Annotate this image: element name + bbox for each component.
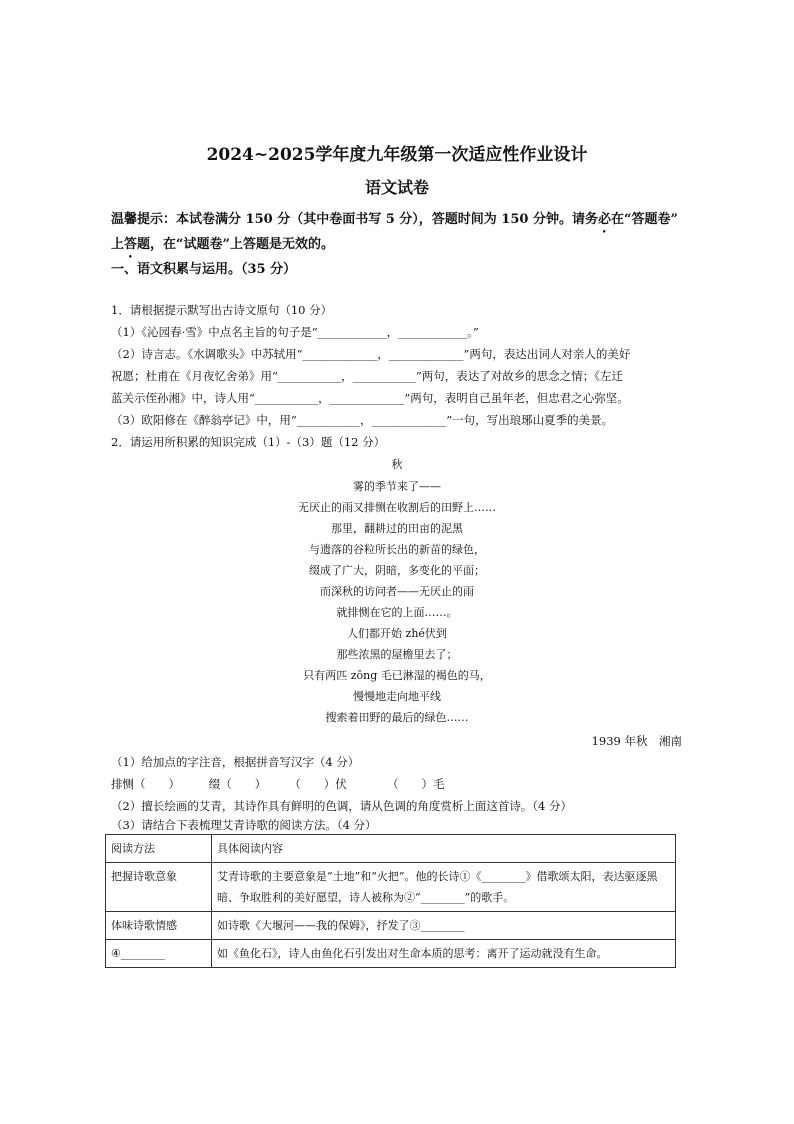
exam-subtitle: 语文试卷: [364, 178, 429, 197]
table-header-cell: 阅读方法: [106, 835, 212, 863]
sub-question-3: （3）请结合下表梳理艾青诗歌的阅读方法。（4 分）: [111, 818, 377, 832]
sub-question-1: （1）给加点的字注音，根据拼音写汉字（4 分）: [111, 755, 360, 769]
table-cell: 把握诗歌意象: [106, 863, 212, 912]
notice-text: 温馨提示：本试卷满分 150 分（其中卷面书写 5 分），答题时间为 150 分钟。请务: [111, 212, 598, 227]
poem-line: 那些浓黑的屋檐里去了；: [336, 648, 458, 661]
question-1-line: （1）《沁园春·雪》中点名主旨的句子是“____________，____________。”: [111, 325, 479, 339]
table-cell: 体味诗歌情感: [106, 912, 212, 940]
table-row: [106, 863, 676, 912]
question-1-line: （2）诗言志。《水调歌头》中苏轼用“_____________，_____________”两句，表达出词人对亲人的美好: [111, 347, 631, 361]
table-row: [106, 835, 676, 863]
table-row: [106, 940, 676, 968]
poem-line: 就排恻在它的上面……。: [336, 606, 458, 619]
sub-question-2: （2）擅长绘画的艾青，其诗作具有鲜明的色调，请从色调的角度赏析上面这首诗。（4 分）: [111, 799, 573, 813]
question-1-line: 祝愿；杜甫在《月夜忆舍弟》用“___________，___________”两句，表达了对故乡的思念之情；《左迁: [111, 369, 624, 383]
notice-text: 题，在“试题卷”上答题是无效的。: [137, 237, 334, 252]
poem-line: 雾的季节来了——: [353, 480, 441, 493]
poem-title: 秋: [391, 458, 403, 471]
table-cell: 如诗歌《大堰河——我的保姆》，抒发了③________: [212, 912, 676, 940]
question-1-line: （3）欧阳修在《醉翁亭记》中，用“___________，_____________”一句，写出琅琊山夏季的美景。: [111, 413, 614, 427]
notice-text: 上: [111, 237, 125, 252]
table-header-cell: 具体阅读内容: [212, 835, 676, 863]
sub-question-1-answers: 排恻（ ） 缀（ ） （ ）伏 （ ）毛: [111, 777, 445, 791]
poem-line: 搜索着田野的最后的绿色……: [325, 711, 469, 724]
question-1-line: 蓝关示侄孙湘》中，诗人用“___________，_____________”两句，表明自己虽年老，但忠君之心弥坚。: [111, 391, 629, 405]
notice-text: 在“答题卷”: [611, 212, 678, 227]
notice-line-2: [111, 233, 334, 261]
notice-line-1: [111, 208, 678, 236]
poem-line: 无厌止的雨又排恻在收割后的田野上……: [298, 501, 496, 514]
poem-line: 只有两匹 zōng 毛已淋湿的褐色的马，: [303, 669, 491, 682]
poem-line: 缀成了广大，阴暗，多变化的平面；: [309, 564, 485, 577]
poem-line: 与遗落的谷粒所长出的新苗的绿色，: [309, 543, 485, 556]
table-cell: ④________: [106, 940, 212, 968]
notice-dotted-char: 答: [124, 237, 138, 252]
poem-line: 而深秋的访问者——无厌止的雨: [320, 585, 474, 598]
notice-dotted-char: 必: [597, 212, 611, 227]
question-2-title: 2．请运用所积累的知识完成（1）-（3）题（12 分）: [111, 435, 386, 449]
poem-line: 人们都开始 zhé伏到: [347, 627, 447, 640]
question-1-title: 1．请根据提示默写出古诗文原句（10 分）: [111, 303, 333, 317]
table-row: [106, 912, 676, 940]
poem-line: 慢慢地走向地平线: [353, 690, 441, 703]
poem-dateline: 1939 年秋 湘南: [591, 734, 682, 748]
table-cell: 艾青诗歌的主要意象是“土地”和“火把”。他的长诗①《________》借歌颂太阳，表达驱逐黑暗、争取胜利的美好愿望，诗人被称为②“________”的歌手。: [212, 863, 676, 912]
table-cell: 如《鱼化石》，诗人由鱼化石引发出对生命本质的思考：离开了运动就没有生命。: [212, 940, 676, 968]
section-heading: 一、语文积累与运用。（35 分）: [111, 262, 297, 277]
exam-title: 2024~2025学年度九年级第一次适应性作业设计: [206, 145, 588, 165]
reading-method-table: [105, 834, 676, 968]
poem-line: 那里，翻耕过的田亩的泥黑: [331, 522, 463, 535]
